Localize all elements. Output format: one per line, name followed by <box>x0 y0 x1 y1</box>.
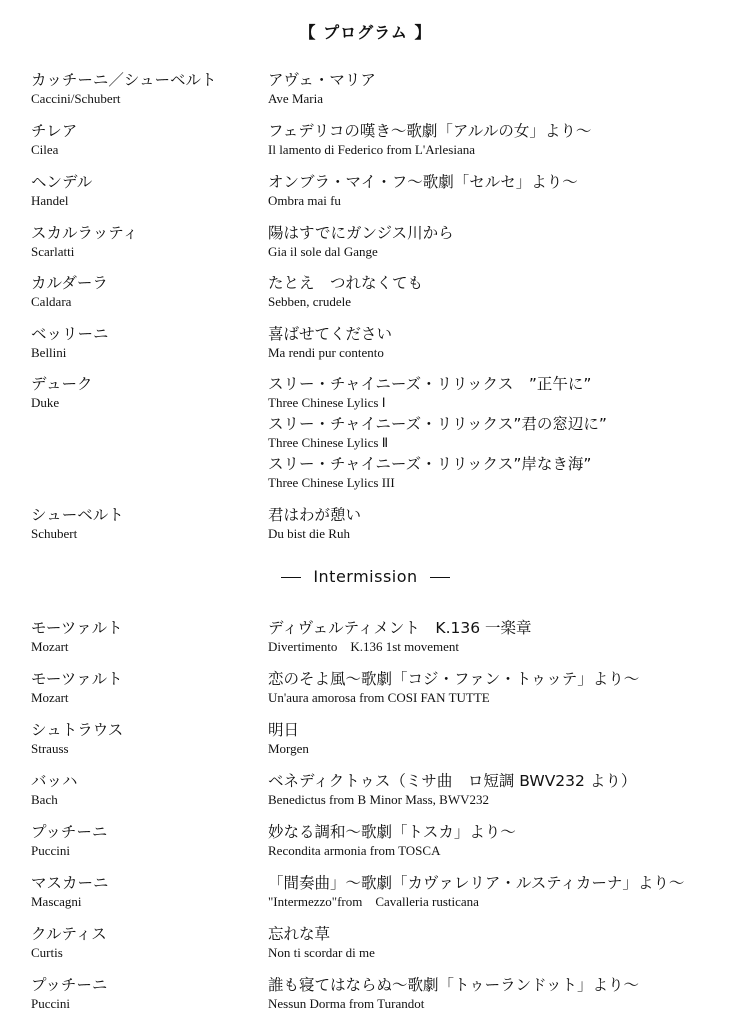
piece-title-jp: オンブラ・マイ・フ〜歌劇「セルセ」より〜 <box>268 173 578 191</box>
piece-title-jp: 「間奏曲」〜歌劇「カヴァレリア・ルスティカーナ」より〜 <box>268 874 685 892</box>
piece-title-en: Three Chinese Lylics III <box>268 475 395 490</box>
composer-name-en: Handel <box>31 193 69 208</box>
composer-name-jp: モーツァルト <box>31 670 123 688</box>
piece-title-en: Non ti scordar di me <box>268 945 375 960</box>
composer-name-jp: モーツァルト <box>31 619 123 637</box>
composer-name-en: Bellini <box>31 345 67 360</box>
piece-title-en: "Intermezzo"from Cavalleria rusticana <box>268 894 479 909</box>
composer-name-en: Puccini <box>31 843 70 858</box>
composer-name-jp: シューベルト <box>31 506 124 524</box>
composer-name-en: Scarlatti <box>31 244 75 259</box>
piece-title-jp: ベネディクトゥス（ミサ曲 ロ短調 BWV232 より） <box>268 772 637 790</box>
composer-name-jp: カルダーラ <box>31 274 108 292</box>
piece-title-en: Morgen <box>268 741 309 756</box>
piece-title-jp: 喜ばせてください <box>268 325 393 343</box>
piece-title-jp: スリー・チャイニーズ・リリックス ”正午に” <box>268 375 592 393</box>
composer-name-en: Schubert <box>31 526 78 541</box>
piece-title-en: Ma rendi pur contento <box>268 345 384 360</box>
composer-name-jp: ベッリーニ <box>31 325 109 343</box>
intermission-label: Intermission <box>313 567 418 586</box>
piece-title-en: Ombra mai fu <box>268 193 341 208</box>
composer-name-jp: プッチーニ <box>31 823 108 841</box>
composer-name-jp: マスカーニ <box>31 874 109 892</box>
piece-title-en: Three Chinese Lylics Ⅰ <box>268 395 386 410</box>
piece-title-en: Ave Maria <box>268 91 323 106</box>
composer-name-jp: カッチーニ／シューベルト <box>31 71 217 89</box>
piece-title-jp: 明日 <box>268 721 300 739</box>
composer-name-en: Mozart <box>31 639 69 654</box>
piece-title-jp: アヴェ・マリア <box>268 71 376 89</box>
piece-title-jp: フェデリコの嘆き〜歌劇「アルルの女」より〜 <box>268 122 592 140</box>
composer-name-en: Duke <box>31 395 60 410</box>
piece-title-jp: 恋のそよ風〜歌劇「コジ・ファン・トゥッテ」より〜 <box>268 670 640 688</box>
composer-name-en: Curtis <box>31 945 63 960</box>
composer-name-en: Mascagni <box>31 894 82 909</box>
piece-title-en: Divertimento K.136 1st movement <box>268 639 460 654</box>
composer-name-jp: ヘンデル <box>31 173 93 191</box>
piece-title-jp: 陽はすでにガンジス川から <box>268 224 454 242</box>
composer-name-en: Puccini <box>31 996 70 1011</box>
composer-name-jp: チレア <box>31 122 78 140</box>
composer-name-jp: バッハ <box>31 772 78 790</box>
piece-title-en: Benedictus from B Minor Mass, BWV232 <box>268 792 489 807</box>
piece-title-en: Un'aura amorosa from COSI FAN TUTTE <box>268 690 490 705</box>
composer-name-jp: スカルラッティ <box>31 224 138 242</box>
piece-title-en: Sebben, crudele <box>268 294 352 309</box>
composer-name-jp: クルティス <box>31 925 107 943</box>
piece-title-jp: スリー・チャイニーズ・リリックス”君の窓辺に” <box>268 415 607 433</box>
piece-title-en: Recondita armonia from TOSCA <box>268 843 441 858</box>
piece-title-jp: ディヴェルティメント K.136 一楽章 <box>268 619 532 637</box>
composer-name-en: Caldara <box>31 294 72 309</box>
composer-name-en: Mozart <box>31 690 69 705</box>
piece-title-en: Du bist die Ruh <box>268 526 350 541</box>
intermission-divider <box>0 567 731 586</box>
piece-title-jp: 妙なる調和〜歌劇「トスカ」より〜 <box>268 823 516 841</box>
piece-title-jp: 君はわが憩い <box>268 506 362 524</box>
page-title: 【 プログラム 】 <box>299 23 432 42</box>
piece-title-en: Nessun Dorma from Turandot <box>268 996 425 1011</box>
piece-title-en: Gia il sole dal Gange <box>268 244 378 259</box>
composer-name-jp: プッチーニ <box>31 976 108 994</box>
composer-name-jp: デューク <box>31 375 93 393</box>
dash-left <box>281 577 301 578</box>
piece-title-jp: たとえ つれなくても <box>268 274 424 292</box>
composer-name-en: Bach <box>31 792 58 807</box>
composer-name-en: Cilea <box>31 142 59 157</box>
piece-title-en: Il lamento di Federico from L'Arlesiana <box>268 142 476 157</box>
piece-title-en: Three Chinese Lylics Ⅱ <box>268 435 389 450</box>
dash-right <box>430 577 450 578</box>
composer-name-en: Strauss <box>31 741 69 756</box>
composer-name-jp: シュトラウス <box>31 721 124 739</box>
piece-title-jp: 忘れな草 <box>268 925 331 943</box>
piece-title-jp: 誰も寝てはならぬ〜歌劇「トゥーランドット」より〜 <box>268 976 639 994</box>
composer-name-en: Caccini/Schubert <box>31 91 121 106</box>
piece-title-jp: スリー・チャイニーズ・リリックス”岸なき海” <box>268 455 592 473</box>
